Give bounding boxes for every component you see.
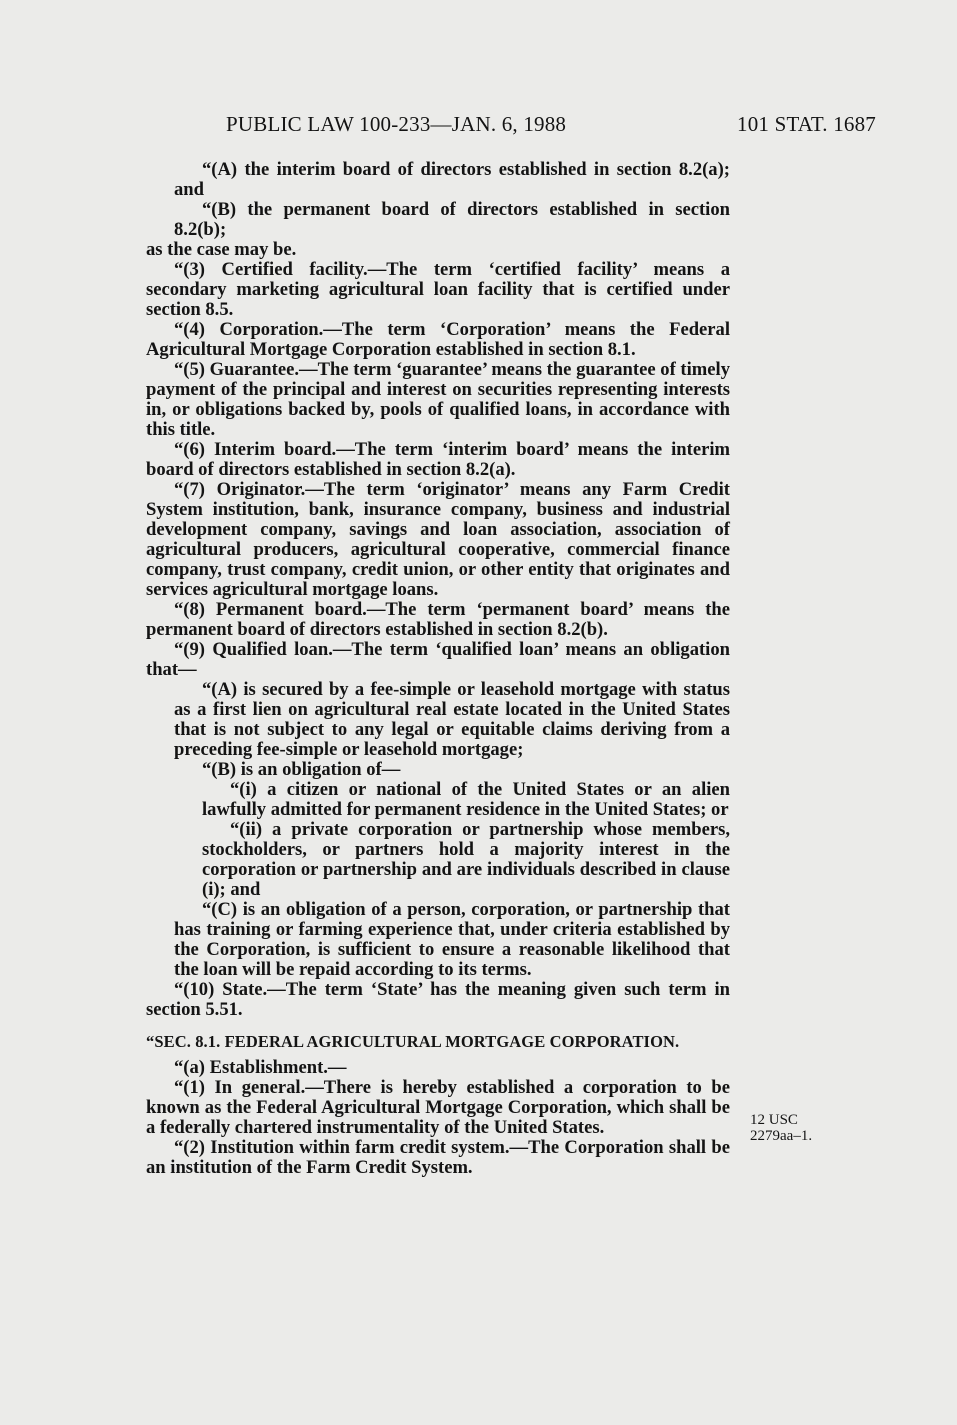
qualified-loan-b-i: “(i) a citizen or national of the United States or an alien lawfully admitted for permanent residence in the United States; or [202, 779, 730, 820]
qualified-loan-c: “(C) is an obligation of a person, corporation, or partnership that has training or farming experience that, under criteria established by the Corporation, is sufficient to ensure a reasonable likelihood that the loan will be repaid according to its terms. [174, 899, 730, 980]
paragraph-institution: “(2) Institution within farm credit system.—The Corporation shall be an institution of the Farm Credit System. [146, 1137, 730, 1178]
definition-state: “(10) State.—The term ‘State’ has the meaning given such term in section 5.51. [146, 979, 730, 1020]
paragraph-b: “(B) the permanent board of directors established in section 8.2(b); [174, 199, 730, 240]
stat-page-number: 101 STAT. 1687 [737, 112, 876, 136]
subsection-establishment: “(a) Establishment.— [174, 1057, 347, 1078]
definition-corporation: “(4) Corporation.—The term ‘Corporation’ means the Federal Agricultural Mortgage Corporation established in section 8.1. [146, 319, 730, 360]
paragraph-case: as the case may be. [146, 239, 297, 260]
margin-citation [750, 1112, 840, 1144]
citation-line-1: 12 USC [750, 1112, 798, 1128]
qualified-loan-a: “(A) is secured by a fee-simple or leasehold mortgage with status as a first lien on agricultural real estate located in the United States that is not subject to any legal or equitable claims deriving from a preceding fee-simple or leasehold mortgage; [174, 679, 730, 760]
definition-interim-board: “(6) Interim board.—The term ‘interim board’ means the interim board of directors established in section 8.2(a). [146, 439, 730, 480]
section-heading: “SEC. 8.1. FEDERAL AGRICULTURAL MORTGAGE CORPORATION. [146, 1032, 680, 1051]
running-title: PUBLIC LAW 100-233—JAN. 6, 1988 [226, 112, 567, 136]
definition-certified-facility: “(3) Certified facility.—The term ‘certified facility’ means a secondary marketing agricultural loan facility that is certified under section 8.5. [146, 259, 730, 320]
qualified-loan-b-ii: “(ii) a private corporation or partnership whose members, stockholders, or partners hold a majority interest in the corporation or partnership and are individuals described in clause (i); and [202, 819, 730, 900]
citation-line-2: 2279aa–1. [750, 1128, 813, 1144]
qualified-loan-b: “(B) is an obligation of— [202, 759, 401, 780]
definition-originator: “(7) Originator.—The term ‘originator’ means any Farm Credit System institution, bank, insurance company, business and industrial development company, savings and loan association, association of agricultural producers, agricultural cooperative, commercial finance company, trust company, credit union, or other entity that originates and services agricultural mortgage loans. [146, 479, 730, 600]
paragraph-a: “(A) the interim board of directors established in section 8.2(a); and [174, 159, 730, 200]
statute-text [146, 160, 730, 1178]
definition-permanent-board: “(8) Permanent board.—The term ‘permanent board’ means the permanent board of directors established in section 8.2(b). [146, 599, 730, 640]
definition-guarantee: “(5) Guarantee.—The term ‘guarantee’ means the guarantee of timely payment of the principal and interest on securities representing interests in, or obligations backed by, pools of qualified loans, in accordance with this title. [146, 359, 730, 440]
definition-qualified-loan: “(9) Qualified loan.—The term ‘qualified loan’ means an obligation that— [146, 639, 730, 680]
paragraph-in-general: “(1) In general.—There is hereby established a corporation to be known as the Federal Agricultural Mortgage Corporation, which shall be a federally chartered instrumentality of the United States. [146, 1077, 730, 1138]
